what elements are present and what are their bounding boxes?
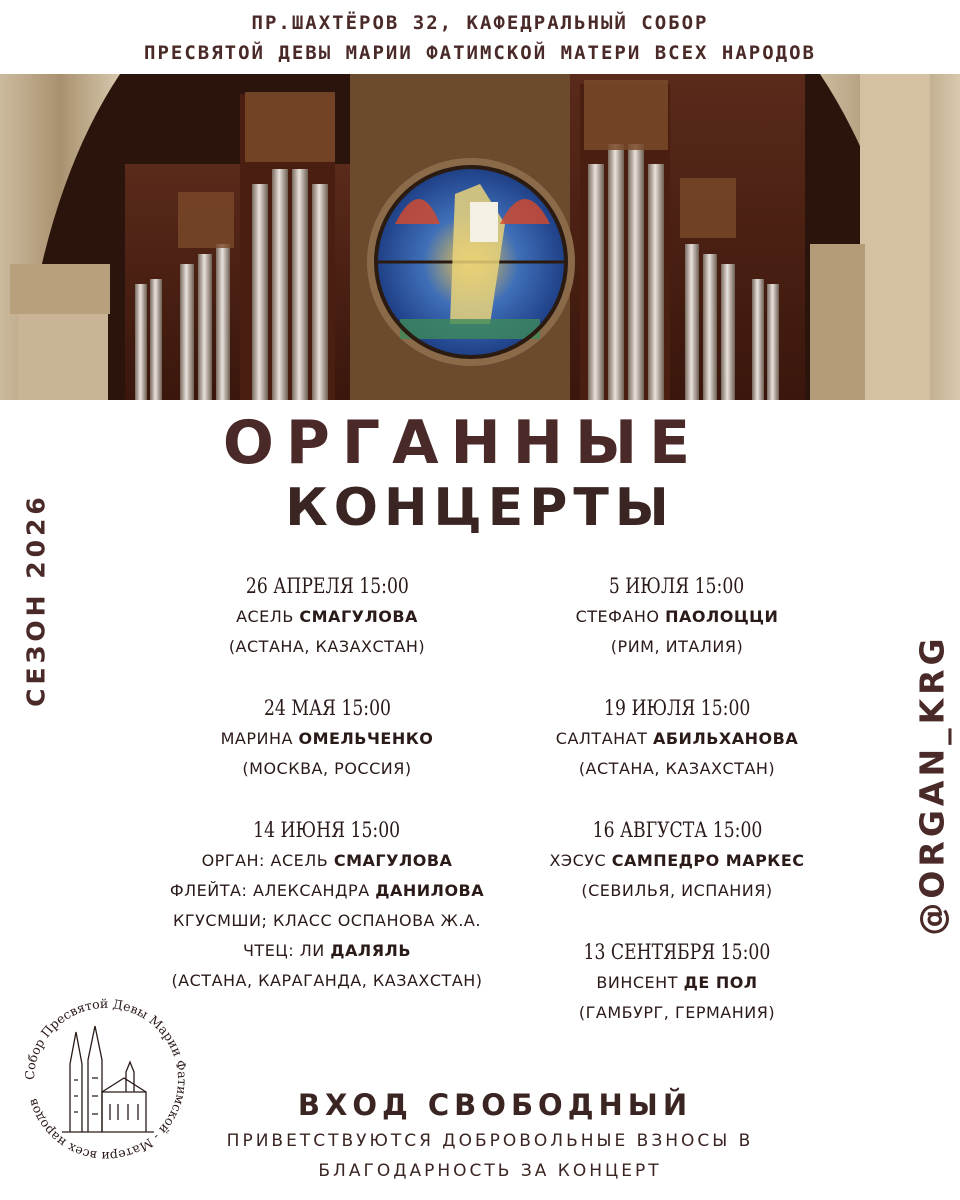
season-label: СЕЗОН 2026 [21, 493, 51, 707]
performer-line: КГУСМШИ; КЛАСС ОСПАНОВА Ж.А. [173, 911, 481, 930]
donation-note [150, 1126, 830, 1186]
location-line: (ГАМБУРГ, ГЕРМАНИЯ) [578, 1003, 776, 1022]
performer-line: ВИНСЕНТ ДЕ ПОЛ [596, 973, 758, 992]
concert-event [147, 570, 507, 662]
concerts-right-column [497, 570, 857, 1058]
concert-event [497, 570, 857, 662]
performer-line: ФЛЕЙТА: АЛЕКСАНДРА ДАНИЛОВА [169, 881, 485, 900]
concert-date: 26 АПРЕЛЯ 15:00 [245, 574, 409, 598]
location-line: (АСТАНА, КАЗАХСТАН) [578, 759, 776, 778]
title-line-2: КОНЦЕРТЫ [285, 478, 675, 538]
performer-line: ОРГАН: АСЕЛЬ СМАГУЛОВА [201, 851, 453, 870]
performer-line: АСЕЛЬ СМАГУЛОВА [236, 607, 418, 626]
cathedral-organ-photo [0, 74, 960, 400]
location-line: (МОСКВА, РОССИЯ) [242, 759, 412, 778]
performer-line: ЧТЕЦ: ЛИ ДАЛЯЛЬ [242, 941, 412, 960]
donation-line-1: ПРИВЕТСТВУЮТСЯ ДОБРОВОЛЬНЫЕ ВЗНОСЫ В [226, 1131, 754, 1151]
concert-event [147, 814, 507, 996]
concert-event [147, 692, 507, 784]
concert-date: 24 МАЯ 15:00 [263, 696, 391, 720]
location-line: (СЕВИЛЬЯ, ИСПАНИЯ) [581, 881, 773, 900]
concert-date: 13 СЕНТЯБРЯ 15:00 [583, 940, 771, 964]
performer-line: ХЭСУС САМПЕДРО МАРКЕС [549, 851, 805, 870]
concert-date: 19 ИЮЛЯ 15:00 [603, 696, 751, 720]
instagram-handle: @ORGAN_KRG [912, 634, 952, 936]
concert-event [497, 814, 857, 906]
concert-date: 16 АВГУСТА 15:00 [592, 818, 762, 842]
concert-event [497, 692, 857, 784]
free-entry-label: ВХОД СВОБОДНЫЙ [297, 1088, 693, 1122]
address-header [0, 8, 960, 68]
location-line: (АСТАНА, КАЗАХСТАН) [228, 637, 426, 656]
concerts-left-column [147, 570, 507, 1026]
performer-line: СТЕФАНО ПАОЛОЦЦИ [575, 607, 779, 626]
location-line: (АСТАНА, КАРАГАНДА, КАЗАХСТАН) [171, 971, 483, 990]
concert-date: 14 ИЮНЯ 15:00 [253, 818, 401, 842]
title-line-1: ОРГАННЫЕ [222, 408, 703, 478]
concert-date: 5 ИЮЛЯ 15:00 [609, 574, 745, 598]
performer-line: МАРИНА ОМЕЛЬЧЕНКО [220, 729, 434, 748]
seal-text: Собор Пресвятой Девы Марии Фатимской - Матери всех народов [21, 995, 191, 1165]
location-line: (РИМ, ИТАЛИЯ) [610, 637, 744, 656]
donation-line-2: БЛАГОДАРНОСТЬ ЗА КОНЦЕРТ [318, 1161, 662, 1181]
performer-line: САЛТАНАТ АБИЛЬХАНОВА [555, 729, 799, 748]
address-line-2: ПРЕСВЯТОЙ ДЕВЫ МАРИИ ФАТИМСКОЙ МАТЕРИ ВСЕХ НАРОДОВ [144, 42, 816, 64]
concert-event [497, 936, 857, 1028]
address-line-1: ПР.ШАХТЁРОВ 32, КАФЕДРАЛЬНЫЙ СОБОР [251, 12, 709, 34]
